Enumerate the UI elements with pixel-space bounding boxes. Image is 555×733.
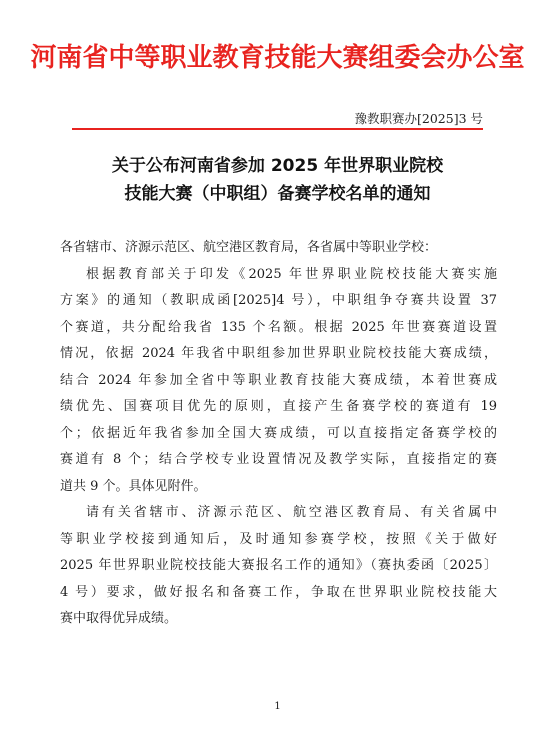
notice-title-line-1: 关于公布河南省参加 2025 年世界职业院校 (111, 156, 444, 176)
page-number: 1 (274, 701, 281, 712)
letterhead-title: 河南省中等职业教育技能大赛组委会办公室 (30, 43, 525, 73)
notice-title (0, 152, 555, 208)
addressee: 各省辖市、济源示范区、航空港区教育局，各省属中等职业学校： (60, 240, 438, 255)
notice-body (60, 235, 497, 633)
paragraph-1 (60, 262, 497, 501)
paragraph-1-line: 道共 9 个。具体见附件。 (60, 478, 207, 494)
paragraph-1-line: 个赛道，共分配给我省 135 个名额。根据 2025 年世赛赛道设置 (60, 319, 497, 335)
paragraph-1-line: 赛道有 8 个；结合学校专业设置情况及教学实际，直接指定的赛 (60, 452, 497, 467)
paragraph-2-line: 等职业学校接到通知后，及时通知参赛学校，按照《关于做好 (60, 531, 497, 547)
paragraph-1-line: 方案》的通知（教职成函[2025]4 号），中职组争夺赛共设置 37 (60, 293, 497, 308)
paragraph-2-line: 请有关省辖市、济源示范区、航空港区教育局、有关省属中 (86, 505, 497, 520)
paragraph-1-line: 结合 2024 年参加全省中等职业教育技能大赛成绩，本着世赛成 (60, 372, 497, 388)
paragraph-1-line: 个；依据近年我省参加全国大赛成绩，可以直接指定备赛学校的 (60, 425, 497, 441)
paragraph-1-line: 绩优先、国赛项目优先的原则，直接产生备赛学校的赛道有 19 (60, 399, 497, 414)
notice-title-line-2: 技能大赛（中职组）备赛学校名单的通知 (124, 184, 431, 204)
paragraph-2-line: 赛中取得优异成绩。 (60, 611, 178, 626)
paragraph-2-line: 4 号）要求，做好报名和备赛工作，争取在世界职业院校技能大 (60, 584, 497, 600)
paragraph-1-line: 根据教育部关于印发《2025 年世界职业院校技能大赛实施 (86, 266, 497, 282)
paragraph-2 (60, 500, 497, 633)
letterhead-red-rule (72, 128, 483, 130)
paragraph-2-line: 2025 年世界职业院校技能大赛报名工作的通知》（赛执委函〔2025〕 (60, 558, 497, 573)
document-number: 豫教职赛办[2025]3 号 (354, 111, 483, 126)
paragraph-1-line: 情况，依据 2024 年我省中职组参加世界职业院校技能大赛成绩， (60, 346, 497, 361)
